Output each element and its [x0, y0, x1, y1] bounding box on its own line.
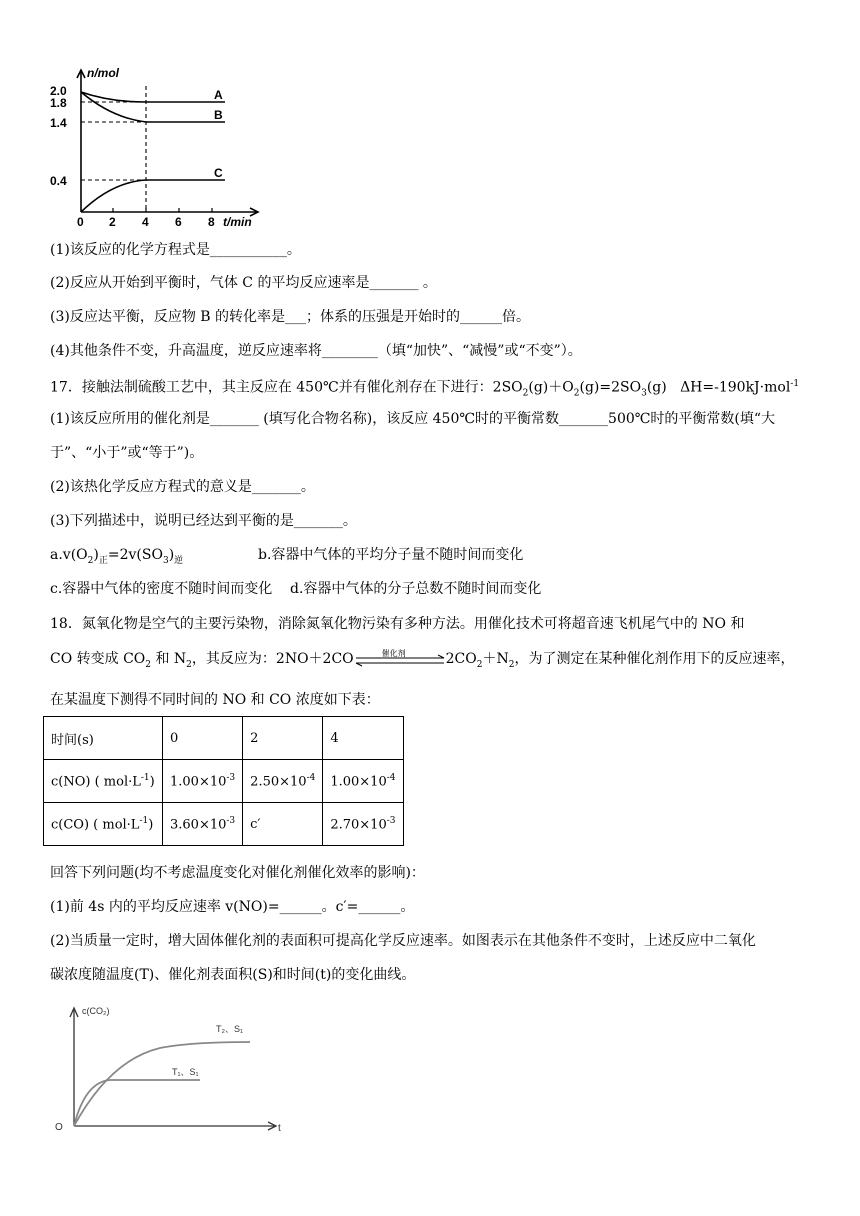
q18-intro-1: 18．氮氧化物是空气的主要污染物，消除氮氧化物污染有多种方法。用催化技术可将超音速飞机尾气中的 NO 和: [50, 616, 745, 632]
q16-part-4: (4)其他条件不变，升高温度，逆反应速率将________（填“加快”、“减慢”或“不变”）。: [50, 343, 582, 359]
q18-part-2: (2)当质量一定时，增大固体催化剂的表面积可提高化学反应速率。如图表示在其他条件不变时，上述反应中二氧化: [50, 933, 756, 949]
curve-label-bottom: T₁、S₁: [172, 1067, 199, 1077]
concentration-table: [43, 716, 404, 846]
q17-option-b: b.容器中气体的平均分子量不随时间而变化: [258, 547, 524, 563]
x-tick-label: 4: [142, 215, 149, 229]
x-tick-label: 6: [175, 215, 182, 229]
q17-part-1-cont: 于”、“小于”或“等于”)。: [50, 445, 204, 461]
origin-label: O: [55, 1122, 63, 1133]
q18-part-2-cont: 碳浓度随温度(T)、催化剂表面积(S)和时间(t)的变化曲线。: [50, 967, 416, 983]
x-tick-label: 2: [109, 215, 116, 229]
q18-part-1: (1)前 4s 内的平均反应速率 v(NO)=______。c′=______。: [50, 899, 415, 915]
series-label-a: A: [214, 88, 223, 102]
curve-t1-s1: [74, 1080, 200, 1126]
table-row: c(NO) ( $mol\cdot L^{-1}$) $1.00\times 10^{-3}$ $2.50\times 10^{-4}$ $1.00\times 10^{-4}$: [44, 760, 404, 803]
y-tick-label: 2.0: [50, 84, 67, 98]
q18-intro-2: CO 转变成 $CO_2$ 和 $N_2$，其反应为：2NO＋2CO 催化剂 $2CO_2+N_2$，为了测定在某种催化剂作用下的反应速率，: [50, 649, 795, 670]
curve-a: [81, 92, 225, 102]
x-axis-label: t: [278, 1123, 281, 1134]
x-tick-label: 8: [208, 215, 215, 229]
q16-part-2: (2)反应从开始到平衡时，气体 C 的平均反应速率是_______ 。: [50, 275, 437, 291]
series-label-b: B: [214, 108, 223, 122]
table-row: c(CO) ( $mol\cdot L^{-1}$) $3.60\times 10^{-3}$ c′ $2.70\times 10^{-3}$: [44, 803, 404, 846]
y-tick-label: 0.4: [50, 174, 67, 188]
curve-label-top: T₂、S₁: [216, 1024, 244, 1034]
x-axis-label: t/min: [223, 215, 252, 229]
curve-b: [81, 92, 225, 122]
y-tick-label: 1.8: [50, 96, 67, 110]
q17-part-2: (2)该热化学反应方程式的意义是_______。: [50, 479, 315, 495]
q17-part-3: (3)下列描述中，说明已经达到平衡的是_______。: [50, 513, 357, 529]
q17-part-1: (1)该反应所用的催化剂是_______ (填写化合物名称)，该反应 450℃时的平衡常数_______500℃时的平衡常数(填“大: [50, 411, 776, 427]
q17-intro: 17．接触法制硫酸工艺中，其主反应在 450℃并有催化剂存在下进行：$2SO_2(g)+O_2(g)=2SO_3(g)$ ΔH=-190kJ·mol$^{-1}$: [50, 379, 800, 399]
q17-option-d: d.容器中气体的分子总数不随时间而变化: [290, 581, 542, 597]
curve-t2-s1: [74, 1042, 250, 1126]
q16-part-3: (3)反应达平衡，反应物 B 的转化率是___；体系的压强是开始时的______倍。: [50, 309, 531, 325]
q17-option-c: c.容器中气体的密度不随时间而变化: [50, 581, 273, 597]
series-label-c: C: [214, 166, 223, 180]
table-row: 时间(s) 0 2 4: [44, 717, 404, 760]
q16-part-1: (1)该反应的化学方程式是___________。: [50, 242, 301, 258]
x-tick-label: 0: [77, 215, 84, 229]
catalyst-equilibrium-arrow: 催化剂: [354, 652, 446, 666]
q18-intro-3: 在某温度下测得不同时间的 NO 和 CO 浓度如下表：: [50, 692, 380, 708]
q18-answer-intro: 回答下列问题(均不考虑温度变化对催化剂催化效率的影响)：: [50, 865, 425, 881]
y-axis-label: c(CO₂): [82, 1006, 110, 1016]
q17-option-a: $a.v(O_2)_正=2v(SO_3)_逆$: [50, 547, 184, 566]
figure-1-graph: [50, 60, 270, 230]
y-axis-label: n/mol: [87, 66, 119, 80]
figure-2-graph: [50, 1000, 290, 1140]
y-tick-label: 1.4: [50, 116, 67, 130]
curve-c: [81, 180, 225, 212]
